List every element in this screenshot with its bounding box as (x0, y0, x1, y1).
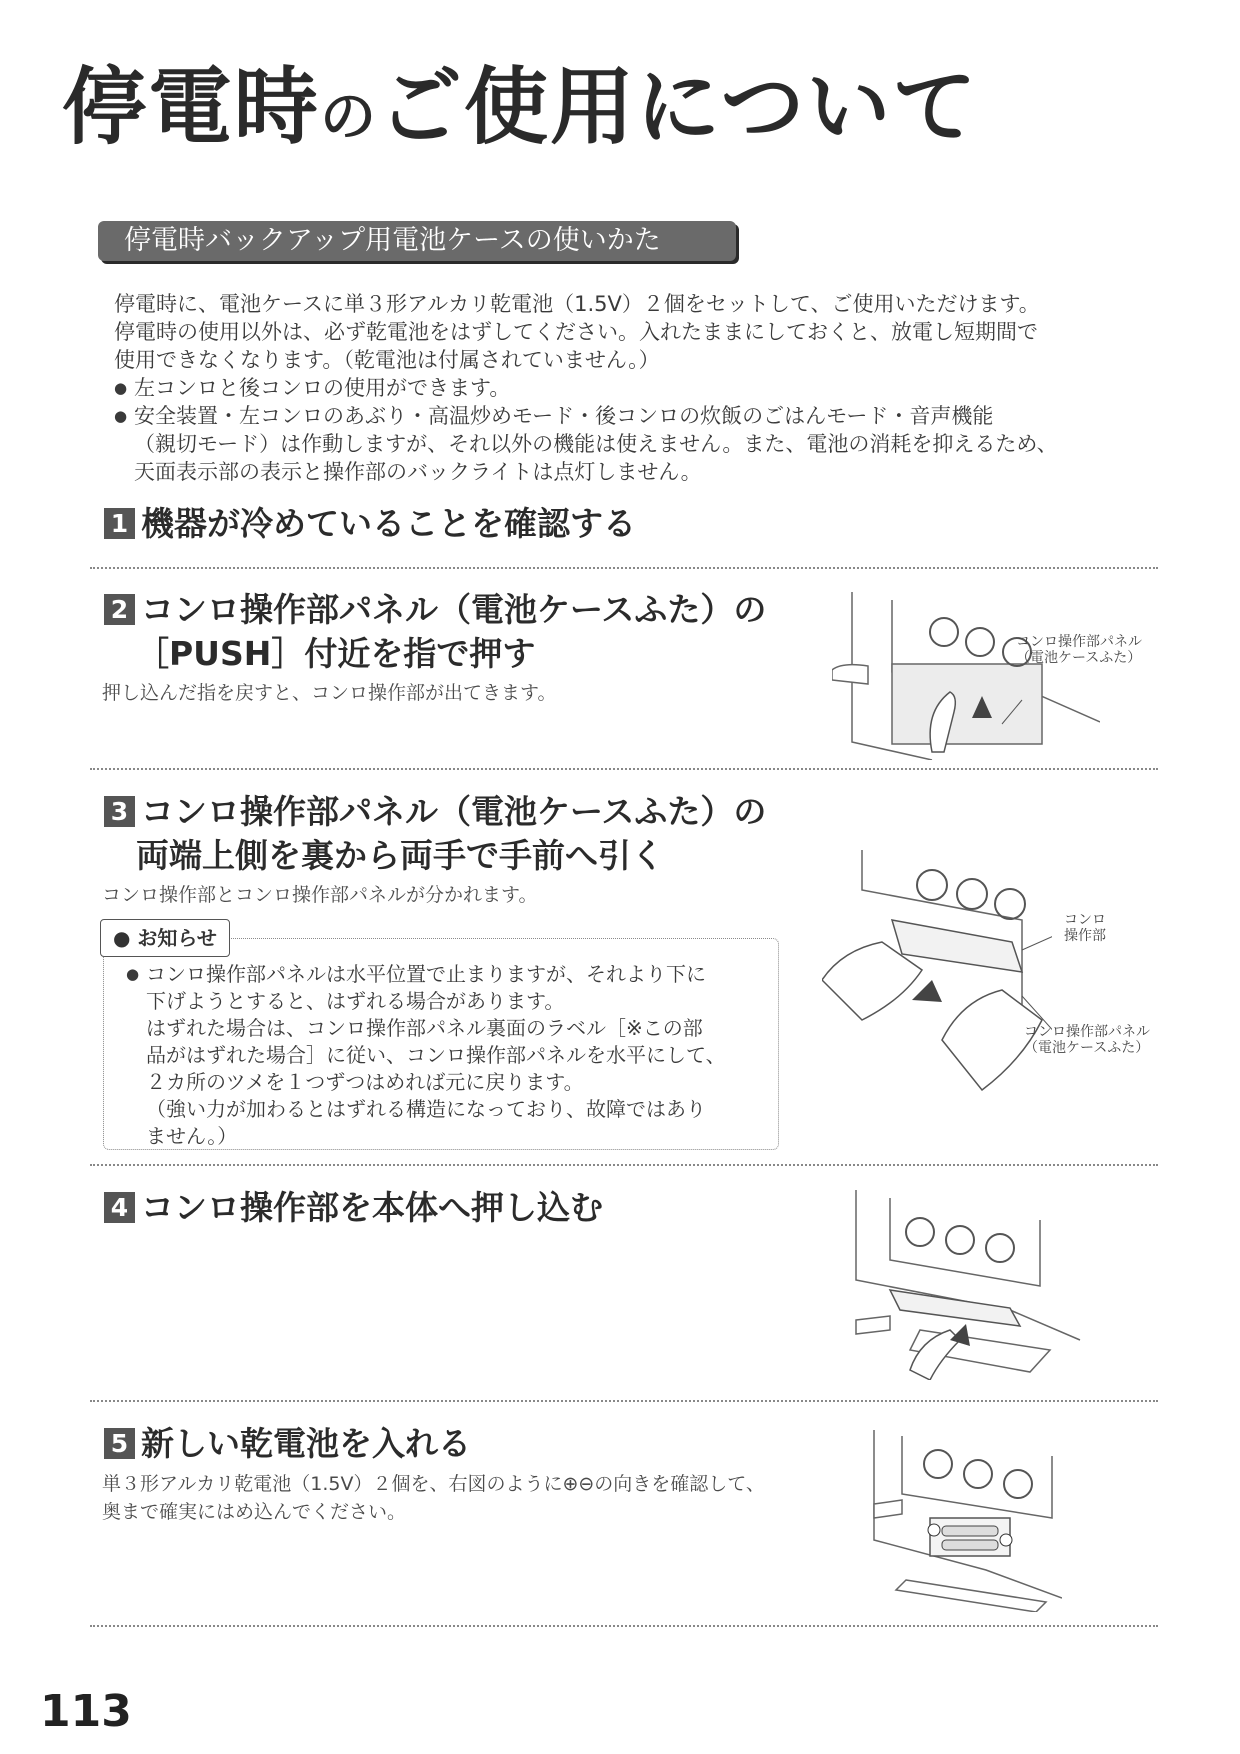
step-description (102, 1470, 765, 1526)
intro-bullet: ● 左コンロと後コンロの使用ができます。 (114, 374, 1164, 402)
notice-label: ● お知らせ (100, 919, 230, 957)
notice-label-text: お知らせ (137, 926, 217, 950)
step-3-heading (104, 790, 766, 878)
step-number-badge: 5 (104, 1428, 135, 1459)
intro-bullet-line: 天面表示部の表示と操作部のバックライトは点灯しません。 (134, 460, 702, 484)
divider (90, 768, 1158, 770)
callout-line: コンロ (1064, 912, 1106, 928)
step-title: 機器が冷めていることを確認する (141, 504, 636, 543)
callout-line: 操作部 (1064, 928, 1106, 944)
step-title: 新しい乾電池を入れる (141, 1424, 471, 1463)
callout-line: コンロ操作部パネル (1024, 1024, 1150, 1040)
divider (90, 1164, 1158, 1166)
step-description-line: 単３形アルカリ乾電池（1.5V）２個を、右図のように⊕⊖の向きを確認して、 (102, 1473, 765, 1495)
step-title: ［PUSH］付近を指で押す (136, 634, 536, 673)
notice-line: ２カ所のツメを１つずつはめれば元に戻ります。 (146, 1070, 584, 1094)
divider (90, 567, 1158, 569)
step-4-heading (104, 1186, 603, 1230)
notice-line: （強い力が加わるとはずれる構造になっており、故障ではあり (146, 1097, 706, 1121)
step-number-badge: 4 (104, 1192, 135, 1223)
step-title: 両端上側を裏から両手で手前へ引く (136, 836, 664, 875)
callout-control (1064, 912, 1106, 944)
divider (90, 1625, 1158, 1627)
intro-text (114, 290, 1164, 486)
callout-panel (1016, 634, 1142, 666)
callout-line: （電池ケースふた） (1016, 650, 1142, 666)
step-description: コンロ操作部とコンロ操作部パネルが分かれます。 (102, 884, 538, 906)
title-part-2: の (320, 84, 379, 150)
section-badge: 停電時バックアップ用電池ケースの使いかた (98, 221, 736, 261)
step-number-badge: 2 (104, 594, 135, 625)
step-title: コンロ操作部を本体へ押し込む (141, 1188, 603, 1227)
intro-line: 停電時の使用以外は、必ず乾電池をはずしてください。入れたままにしておくと、放電し短期間で (114, 320, 1038, 344)
battery-insert-illustration (866, 1430, 1062, 1612)
intro-line: 使用できなくなります。（乾電池は付属されていません。） (114, 348, 660, 372)
page-title (62, 40, 978, 161)
notice-text (126, 961, 776, 1150)
notice-line: はずれた場合は、コンロ操作部パネル裏面のラベル［※この部 (146, 1016, 703, 1040)
hands-pull-panel-illustration (822, 850, 1052, 1100)
intro-bullet-line: （親切モード）は作動しますが、それ以外の機能は使えません。また、電池の消耗を抑えるため、 (134, 432, 1058, 456)
divider (90, 1400, 1158, 1402)
intro-line: 停電時に、電池ケースに単３形アルカリ乾電池（1.5V）２個をセットして、ご使用いただけます。 (114, 292, 1040, 316)
notice-line: ません。） (146, 1124, 238, 1148)
step-title: コンロ操作部パネル（電池ケースふた）の (141, 792, 767, 831)
intro-bullet-line: ● 安全装置・左コンロのあぶり・高温炒めモード・後コンロの炊飯のごはんモード・音声機能 (134, 404, 994, 428)
step-1-heading (104, 502, 636, 546)
page-number: 113 (40, 1686, 132, 1737)
push-in-control-illustration (850, 1190, 1090, 1380)
step-5-heading (104, 1422, 471, 1466)
step-title: コンロ操作部パネル（電池ケースふた）の (141, 590, 767, 629)
step-description: 押し込んだ指を戻すと、コンロ操作部が出てきます。 (102, 682, 557, 704)
callout-panel (1024, 1024, 1150, 1056)
step-2-heading (104, 588, 766, 676)
step-description-line: 奥まで確実にはめ込んでください。 (102, 1501, 407, 1523)
notice-line: ● コンロ操作部パネルは水平位置で止まりますが、それより下に (126, 961, 776, 988)
step-number-badge: 1 (104, 508, 135, 539)
step-number-badge: 3 (104, 796, 135, 827)
stove-panel-push-illustration (832, 592, 1100, 760)
title-part-1: 停電時 (62, 57, 321, 156)
callout-line: コンロ操作部パネル (1016, 634, 1142, 650)
intro-bullet (114, 402, 1164, 486)
title-part-3: ご使用について (378, 57, 979, 156)
notice-line: 品がはずれた場合］に従い、コンロ操作部パネルを水平にして、 (146, 1043, 726, 1067)
notice-line: 下げようとすると、はずれる場合があります。 (146, 989, 565, 1013)
callout-line: （電池ケースふた） (1024, 1040, 1150, 1056)
